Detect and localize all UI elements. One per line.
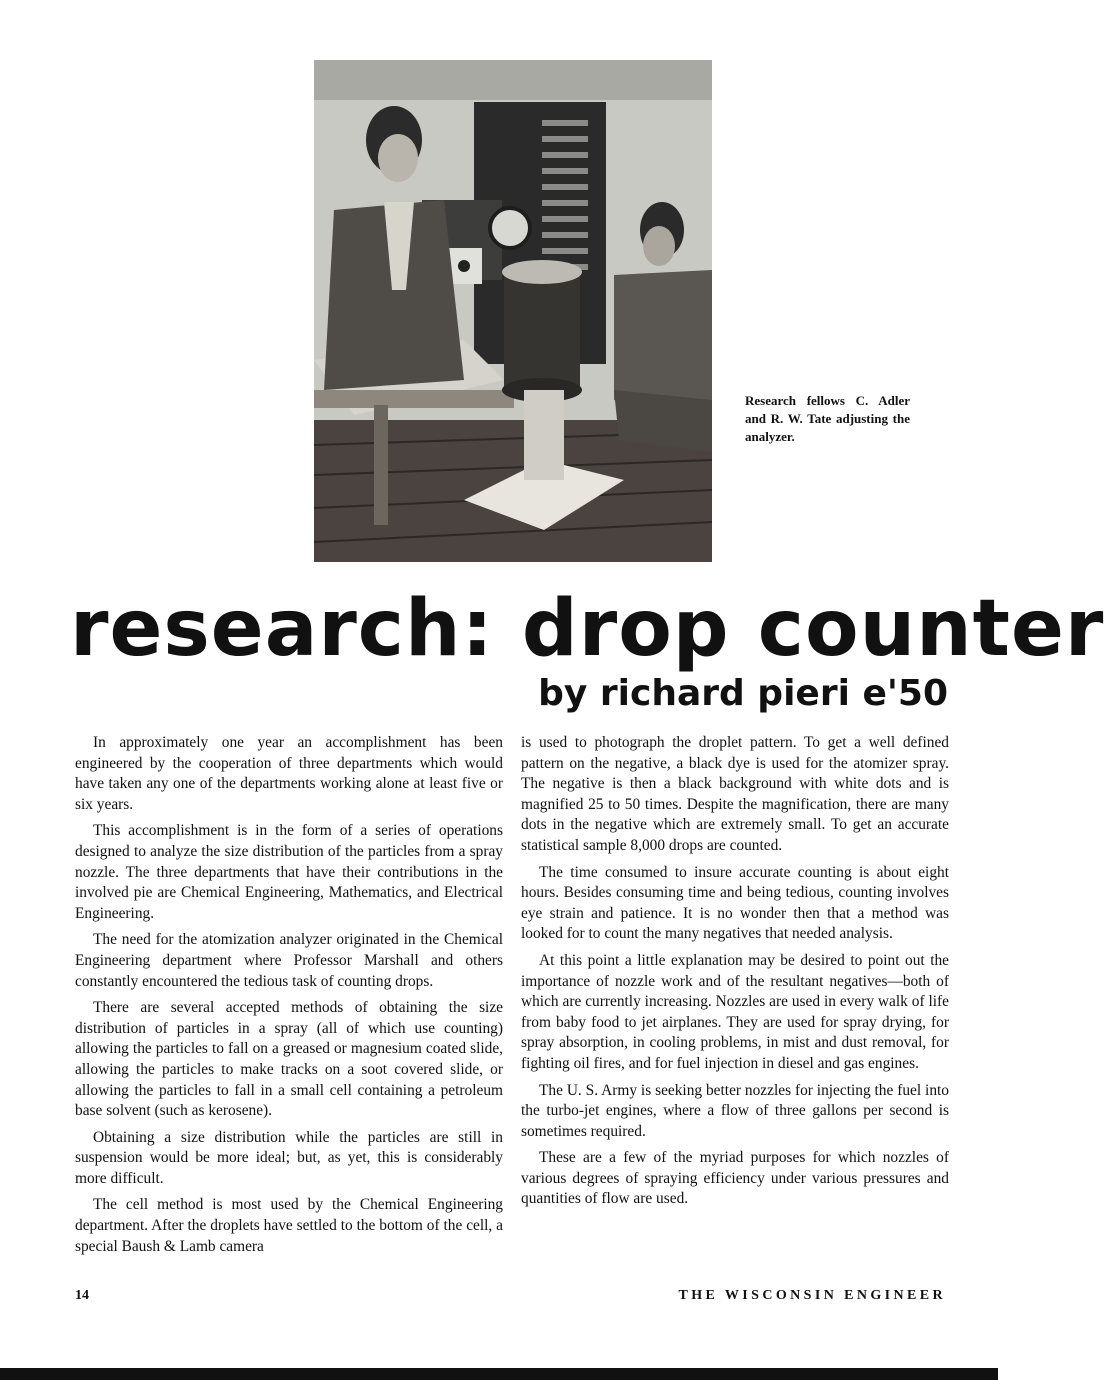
paragraph: This accomplishment is in the form of a series of operations designed to analyze the size distribution of the particles from a spray nozzle. The three departments that have their contributions in the involved pie are Chemical Engineering, Mathematics, and Electrical Engineering. [75, 822, 503, 922]
photograph-icon [314, 60, 712, 562]
paragraph-continuation: is used to photograph the droplet pattern. To get a well defined pattern on the negative, a black dye is used for the atomizer spray. The negative is then a black background with white dots and is magnified 25 to 50 times. Despite the magnification, there are many dots in the negative which are extremely small. To get an accurate statistical sample 8,000 drops are counted. [521, 734, 949, 854]
paragraph: In approximately one year an accomplishment has been engineered by the cooperation of three departments which would have taken any one of the departments working alone at least five or six years. [75, 734, 503, 813]
left-column [75, 733, 503, 1263]
paragraph: At this point a little explanation may be desired to point out the importance of nozzle work and of the resultant negatives—both of which are currently increasing. Nozzles are used in every walk of life from baby food to jet airplanes. They are used for spray drying, for spray absorption, in cooling problems, in mist and dust removal, for fighting oil fires, and for fuel injection in diesel and gas engines. [521, 951, 949, 1072]
paragraph: The need for the atomization analyzer originated in the Chemical Engineering department where Professor Marshall and others constantly encountered the tedious task of counting drops. [75, 931, 503, 990]
article-photograph [314, 60, 712, 562]
paragraph: Obtaining a size distribution while the particles are still in suspension would be more ideal; but, as yet, this is considerably more difficult. [75, 1128, 503, 1187]
article-byline: by richard pieri e'50 [538, 673, 948, 714]
paragraph: There are several accepted methods of obtaining the size distribution of particles in a spray (all of which use counting) allowing the particles to fall on a greased or magnesium coated slide, allowing the particles to make tracks on a soot covered slide, or allowing the particles to fall in a small cell containing a petroleum base solvent (such as kerosene). [75, 999, 503, 1120]
paragraph: The U. S. Army is seeking better nozzles for injecting the fuel into the turbo-jet engines, where a flow of three gallons per second is sometimes required. [521, 1081, 949, 1140]
photo-caption: Research fellows C. Adler and R. W. Tate adjusting the analyzer. [745, 393, 910, 444]
paragraph: The cell method is most used by the Chemical Engineering department. After the droplets have settled to the bottom of the cell, a special Baush & Lamb camera [75, 1196, 503, 1255]
paragraph: These are a few of the myriad purposes for which nozzles of various degrees of spraying efficiency under various pressures and quantities of flow are used. [521, 1149, 949, 1208]
bottom-border [0, 1368, 998, 1380]
journal-name: THE WISCONSIN ENGINEER [678, 1288, 946, 1303]
article-title: research: drop counter [70, 584, 1104, 674]
right-column [521, 733, 949, 1216]
paragraph: The time consumed to insure accurate counting is about eight hours. Besides consuming time and being tedious, counting involves eye strain and patience. It is no wonder then that a method was looked for to count the many negatives that needed analysis. [521, 863, 949, 943]
page-number: 14 [75, 1288, 89, 1303]
